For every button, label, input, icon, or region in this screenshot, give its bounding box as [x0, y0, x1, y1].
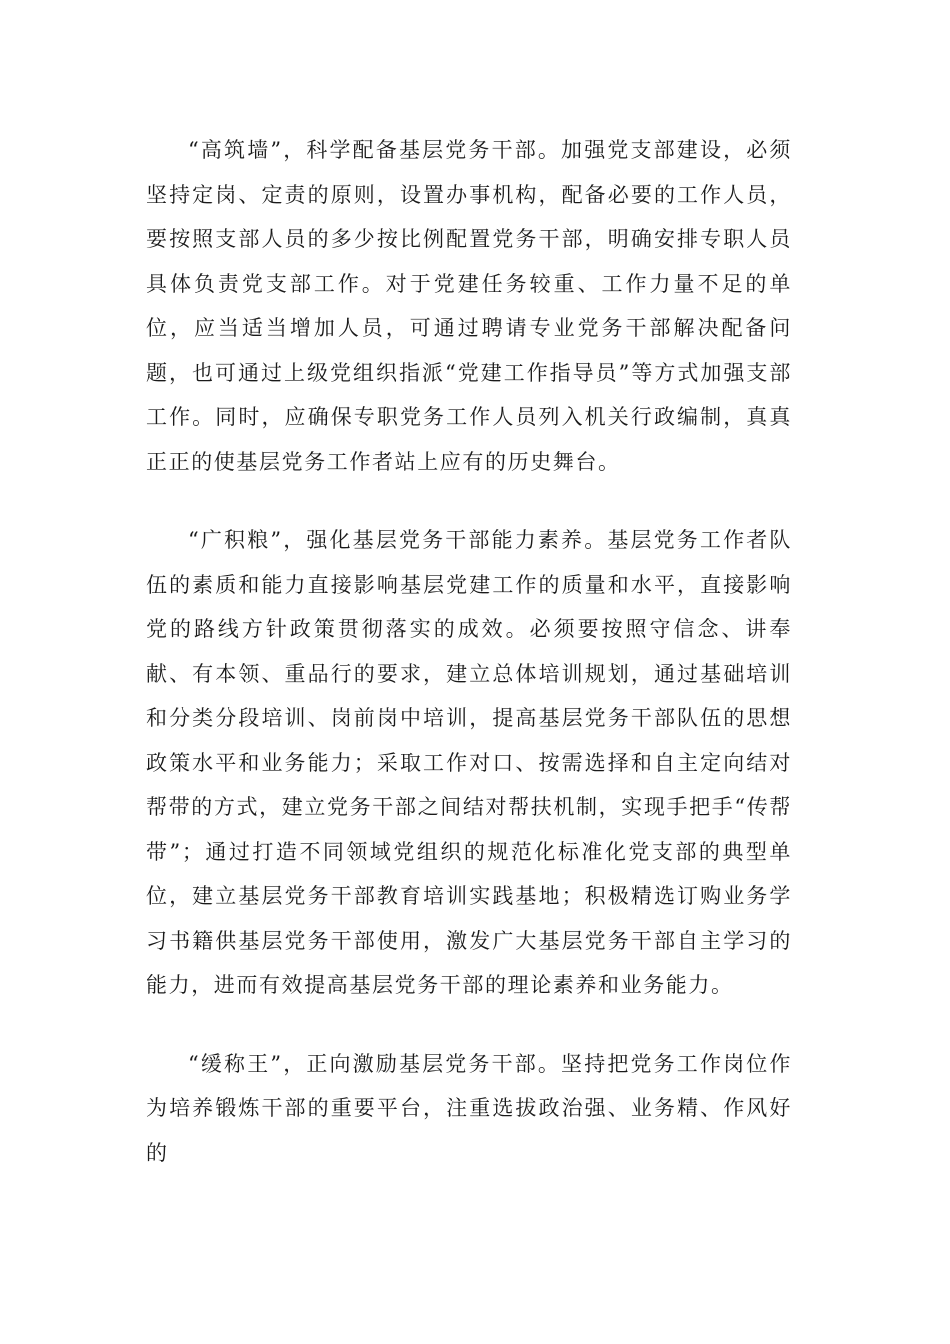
- paragraph-incentive: “缓称王”，正向激励基层党务干部。坚持把党务工作岗位作为培养锻炼干部的重要平台，注重选拔政治强、业务精、作风好的: [146, 1051, 792, 1165]
- paragraph-training: “广积粮”，强化基层党务干部能力素养。基层党务工作者队伍的素质和能力直接影响基层党建工作的质量和水平，直接影响党的路线方针政策贯彻落实的成效。必须要按照守信念、讲奉献、有本领、重品行的要求，建立总体培训规划，通过基础培训和分类分段培训、岗前岗中培训，提高基层党务干部队伍的思想政策水平和业务能力；采取工作对口、按需选择和自主定向结对帮带的方式，建立党务干部之间结对帮扶机制，实现手把手“传帮带”；通过打造不同领域党组织的规范化标准化党支部的典型单位，建立基层党务干部教育培训实践基地；积极精选订购业务学习书籍供基层党务干部使用，激发广大基层党务干部自主学习的能力，进而有效提高基层党务干部的理论素养和业务能力。: [146, 528, 792, 997]
- document-page: [146, 128, 792, 1175]
- paragraph-staffing: “高筑墙”，科学配备基层党务干部。加强党支部建设，必须坚持定岗、定责的原则，设置办事机构，配备必要的工作人员，要按照支部人员的多少按比例配置党务干部，明确安排专职人员具体负责党支部工作。对于党建任务较重、工作力量不足的单位，应当适当增加人员，可通过聘请专业党务干部解决配备问题，也可通过上级党组织指派“党建工作指导员”等方式加强支部工作。同时，应确保专职党务工作人员列入机关行政编制，真真正正的使基层党务工作者站上应有的历史舞台。: [146, 138, 792, 474]
